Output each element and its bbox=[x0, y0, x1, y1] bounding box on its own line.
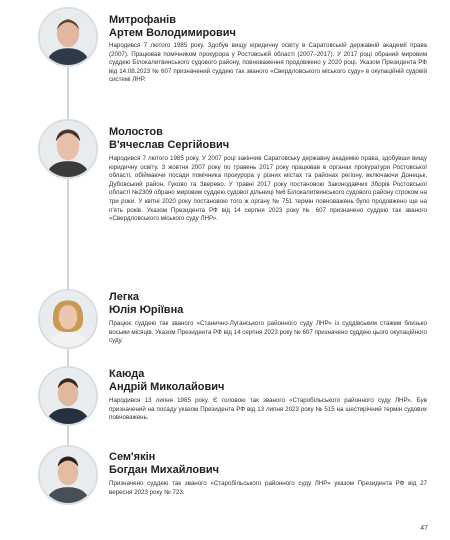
person-surname: Молостов bbox=[109, 126, 163, 138]
avatar bbox=[38, 119, 98, 179]
person-given-names: В'ячеслав Сергійович bbox=[109, 139, 230, 151]
person-surname: Каюда bbox=[109, 368, 145, 380]
person-bio: Працює суддею так званого «Станично-Луганського районного суду ЛНР» із суддівським стажем близько восьми місяців. Указом Президента РФ від 14 серпня 2023 року № 607 призначено суддею цього окупаційного суду. bbox=[109, 320, 427, 345]
person-name bbox=[109, 291, 429, 317]
person-name bbox=[109, 14, 429, 40]
person-name bbox=[109, 451, 429, 477]
person-surname: Легка bbox=[109, 291, 140, 303]
avatar bbox=[38, 289, 98, 349]
page-number: 47 bbox=[420, 525, 428, 532]
person-given-names: Артем Володимирович bbox=[109, 27, 236, 39]
person-name bbox=[109, 126, 429, 152]
person-bio: Народився 13 липня 1985 року. Є головою так званого «Старобільського районного суду ЛНР». Був призначений на посаду указом Президента РФ від 13 липня 2023 року № 515 на шестирічний термін судових повноважень. bbox=[109, 397, 427, 422]
person-bio: Призначено суддею так званого «Старобільського районного суду ЛНР» указом Президента РФ від 27 вересня 2023 року № 723. bbox=[109, 480, 427, 496]
person-given-names: Богдан Михайлович bbox=[109, 464, 219, 476]
avatar bbox=[38, 445, 98, 505]
avatar bbox=[38, 7, 98, 67]
person-surname: Сем'якін bbox=[109, 451, 156, 463]
person-given-names: Юлія Юріївна bbox=[109, 304, 184, 316]
person-name bbox=[109, 368, 429, 394]
person-bio: Народився 7 лютого 1985 року. Здобув вищу юридичну освіту в Саратовській державній академії права (2007). Працював помічником прокурора у Ростовській області (2007–2017). У 2017 році обраний мировим суддею Білокалитвинського судового району, повноваження продовжено у 2020 році. Указом Президента РФ від 14.08.2023 № 607 призначений суддею так званого «Свердловського міського суду» в окупаційній судовій системі ЛНР. bbox=[109, 42, 427, 84]
avatar bbox=[38, 366, 98, 426]
person-given-names: Андрій Миколайович bbox=[109, 381, 225, 393]
person-bio: Народився 7 лютого 1985 року. У 2007 році закінчив Саратовську державну академію права, здобувши вищу юридичну освіту. З жовтня 2007 року по травень 2017 року працював в органах прокуратури Ростовської області, обіймаючи посади помічника прокурора у різних містах та районах регіону, включаючи Донецьк, Дубовський район, Гуково та Зверево. У травні 2017 року постановою Законодавчих Зборів Ростовської області №2309 обрано мировим суддею судової дільниці №6 Білокалитвинського судового району строком на три роки. У квітні 2020 року постановою того ж органу № 751 термін повноважень було продовжено ще на п'ять років. Указом Президента РФ від 14 серпня 2023 року № 607 призначено суддею так званого «Свердловського міського суду ЛНР». bbox=[109, 155, 427, 223]
person-surname: Митрофанів bbox=[109, 14, 176, 26]
